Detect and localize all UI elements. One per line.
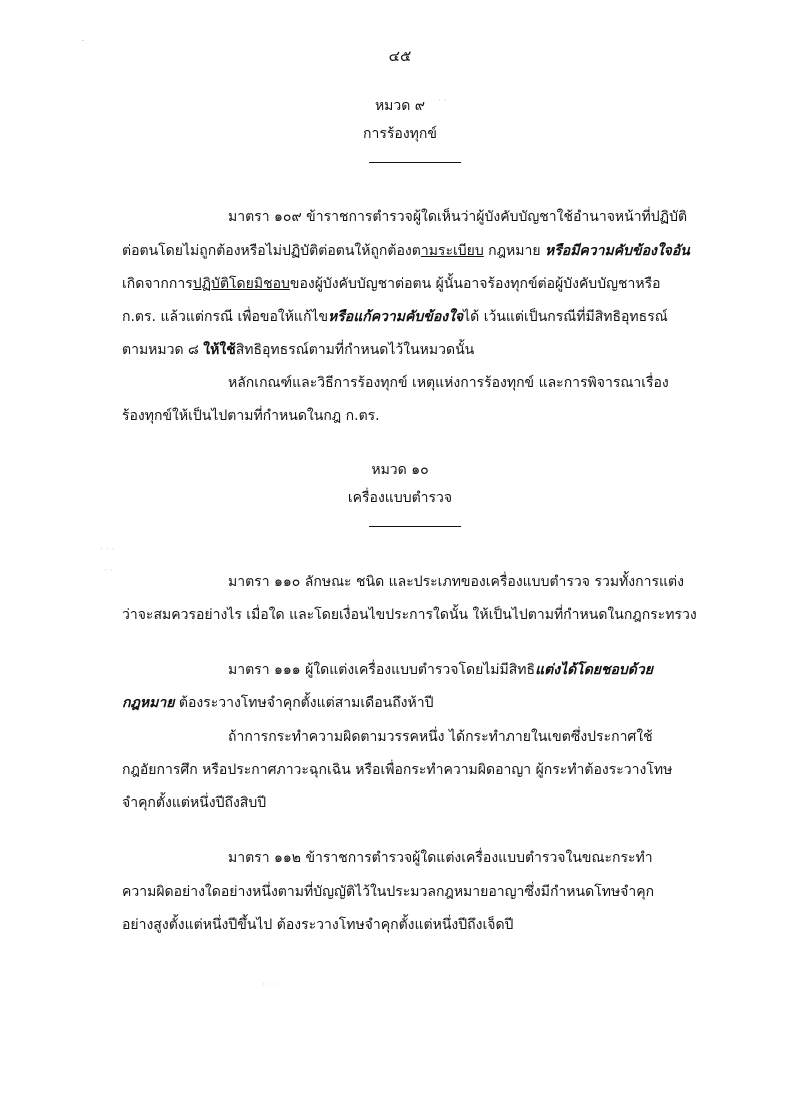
section-111-line-2-b: ต้องระวางโทษจำคุกตั้งแต่สามเดือนถึงห้าปี bbox=[174, 695, 434, 711]
section-109-line-3-c: ของผู้บังคับบัญชาต่อตน ผู้นั้นอาจร้องทุกข์ต่อผู้บังคับบัญชาหรือ bbox=[289, 276, 661, 292]
section-109-para-2-line-1: หลักเกณฑ์และวิธีการร้องทุกข์ เหตุแห่งการร้องทุกข์ และการพิจารณาเรื่อง bbox=[228, 375, 669, 391]
section-109-line-5 bbox=[122, 340, 474, 360]
section-111-para-2-line-2: กฎอัยการศึก หรือประกาศภาวะฉุกเฉิน หรือเพื่อกระทำความผิดอาญา ผู้กระทำต้องระวางโทษ bbox=[122, 762, 673, 778]
section-109-line-5-b: ให้ใช้ bbox=[203, 342, 236, 358]
section-109-line-3-b: ปฏิบัติโดยมิชอบ bbox=[192, 276, 290, 292]
chapter-10-title: เครื่องแบบตำรวจ bbox=[347, 490, 453, 506]
section-110-line-1: มาตรา ๑๑๐ ลักษณะ ชนิด และประเภทของเครื่องแบบตำรวจ รวมทั้งการแต่ง bbox=[228, 574, 684, 590]
chapter-10-divider bbox=[369, 526, 461, 527]
section-109-line-5-a: ตามหมวด ๘ bbox=[122, 342, 204, 358]
section-110-line-2: ว่าจะสมควรอย่างไร เมื่อใด และโดยเงื่อนไขประการใดนั้น ให้เป็นไปตามที่กำหนดในกฎกระทรวง bbox=[122, 607, 697, 623]
scan-speck: · bbox=[82, 38, 84, 45]
section-112-line-2: ความผิดอย่างใดอย่างหนึ่งตามที่บัญญัติไว้ในประมวลกฎหมายอาญาซึ่งมีกำหนดโทษจำคุก bbox=[122, 884, 655, 900]
section-109-line-4 bbox=[122, 307, 668, 327]
section-111-line-1-b: แต่งได้โดยชอบด้วย bbox=[535, 662, 653, 678]
section-112-line-1: มาตรา ๑๑๒ ข้าราชการตำรวจผู้ใดแต่งเครื่องแบบตำรวจในขณะกระทำ bbox=[228, 850, 653, 866]
section-109-line-1: มาตรา ๑๐๙ ข้าราชการตำรวจผู้ใดเห็นว่าผู้บังคับบัญชาใช้อำนาจหน้าที่ปฏิบัติ bbox=[228, 209, 688, 225]
section-109-line-2-b: ามระเบียบ bbox=[420, 243, 484, 259]
chapter-9-heading: หมวด ๙ bbox=[374, 98, 426, 114]
section-111-para-2-line-1: ถ้าการกระทำความผิดตามวรรคหนึ่ง ได้กระทำภายในเขตซึ่งประกาศใช้ bbox=[228, 729, 653, 745]
section-109-line-3-a: เกิดจากการ bbox=[122, 276, 193, 292]
section-111-line-1-a: มาตรา ๑๑๑ ผู้ใดแต่งเครื่องแบบตำรวจโดยไม่มีสิทธิ bbox=[228, 662, 536, 678]
section-111-line-2 bbox=[122, 693, 434, 713]
section-109-line-4-c: ได้ เว้นแต่เป็นกรณีที่มีสิทธิอุทธรณ์ bbox=[463, 309, 668, 325]
chapter-9-title: การร้องทุกข์ bbox=[363, 126, 437, 142]
section-111-line-1 bbox=[228, 660, 653, 680]
section-109-line-2 bbox=[122, 241, 690, 261]
scan-speck: · · · bbox=[100, 545, 115, 555]
section-111-line-2-a: กฎหมาย bbox=[122, 695, 175, 711]
scan-speck: · · · bbox=[262, 980, 277, 990]
section-112-line-3: อย่างสูงตั้งแต่หนึ่งปีขึ้นไป ต้องระวางโทษจำคุกตั้งแต่หนึ่งปีถึงเจ็ดปี bbox=[122, 917, 514, 933]
section-109-line-2-a: ต่อตนโดยไม่ถูกต้องหรือไม่ปฏิบัติต่อตนให้ถูกต้องต bbox=[122, 243, 421, 259]
section-111-para-2-line-3: จำคุกตั้งแต่หนึ่งปีถึงสิบปี bbox=[122, 795, 267, 811]
section-109-line-2-d: หรือมีความคับข้องใจอัน bbox=[545, 243, 690, 259]
section-109-line-5-c: สิทธิอุทธรณ์ตามที่กำหนดไว้ในหมวดนั้น bbox=[235, 342, 475, 358]
section-109-line-3 bbox=[122, 274, 661, 294]
scan-speck: · · bbox=[104, 566, 113, 576]
section-109-para-2-line-2: ร้องทุกข์ให้เป็นไปตามที่กำหนดในกฎ ก.ตร. bbox=[122, 408, 380, 424]
chapter-10-heading: หมวด ๑๐ bbox=[371, 462, 429, 478]
scan-speck: · · bbox=[438, 96, 447, 106]
section-109-line-4-a: ก.ตร. แล้วแต่กรณี เพื่อขอให้แก้ไข bbox=[122, 309, 329, 325]
chapter-9-divider bbox=[369, 162, 461, 163]
section-109-line-2-c: กฎหมาย bbox=[483, 243, 546, 259]
section-109-line-4-b: หรือแก้ความคับข้องใจ bbox=[328, 309, 464, 325]
page-number: ๔๕ bbox=[388, 47, 412, 65]
